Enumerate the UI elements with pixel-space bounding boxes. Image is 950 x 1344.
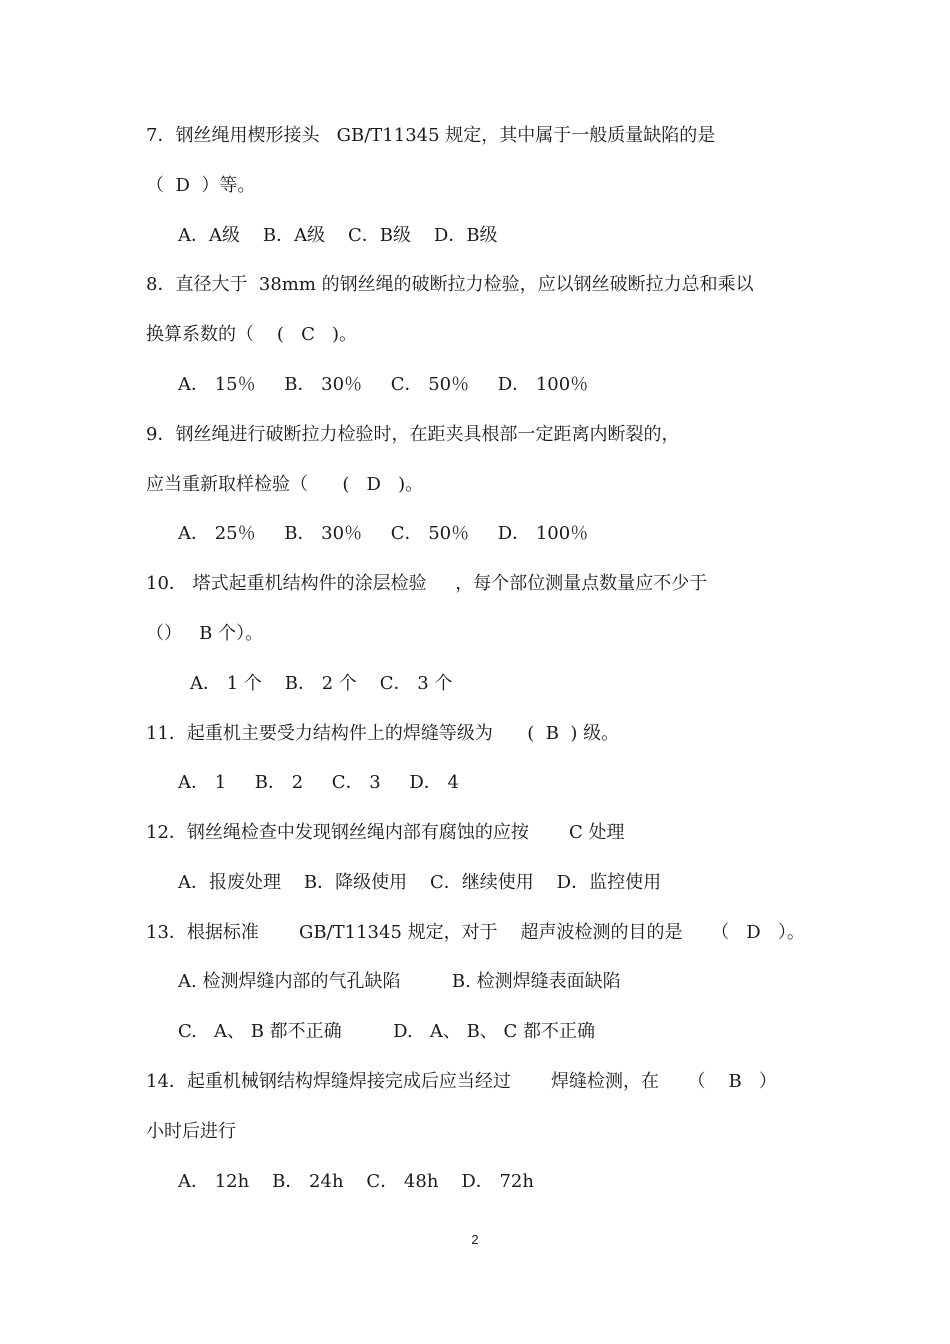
question-9-line-2: 应当重新取样检验（ ( D )。: [146, 474, 424, 495]
question-10-options: A． 1 个 B． 2 个 C． 3 个: [190, 673, 453, 694]
question-14-line-1: 14．起重机械钢结构焊缝焊接完成后应当经过 焊缝检测，在 （ B ）: [146, 1071, 777, 1092]
question-9-options: A． 25％ B． 30％ C． 50％ D． 100％: [178, 523, 589, 544]
question-11-line-1: 11．起重机主要受力结构件上的焊缝等级为 ( B ) 级。: [146, 723, 620, 744]
question-10-line-1: 10． 塔式起重机结构件的涂层检验 ，每个部位测量点数量应不少于: [146, 573, 708, 594]
question-11-options: A． 1 B． 2 C． 3 D． 4: [178, 772, 459, 793]
question-12-options: A．报废处理 B．降级使用 C．继续使用 D．监控使用: [178, 872, 662, 893]
question-9-line-1: 9．钢丝绳进行破断拉力检验时，在距夹具根部一定距离内断裂的，: [146, 424, 680, 445]
question-13-options-cd: C. A、 B 都不正确 D. A、 B、 C 都不正确: [178, 1021, 596, 1042]
question-12-line-1: 12．钢丝绳检查中发现钢丝绳内部有腐蚀的应按 C 处理: [146, 822, 625, 843]
question-8-line-1: 8．直径大于 38mm 的钢丝绳的破断拉力检验，应以钢丝破断拉力总和乘以: [146, 274, 754, 295]
question-13-options-ab: A. 检测焊缝内部的气孔缺陷 B. 检测焊缝表面缺陷: [178, 971, 621, 992]
question-8-line-2: 换算系数的（ ( C )。: [146, 324, 358, 345]
question-8-options: A． 15％ B． 30％ C． 50％ D． 100％: [178, 374, 589, 395]
question-7-options: A．A级 B．A级 C．B级 D．B级: [178, 225, 498, 246]
question-14-options: A． 12h B． 24h C． 48h D． 72h: [178, 1171, 534, 1192]
page-number: 2: [471, 1232, 479, 1247]
question-7-line-1: 7．钢丝绳用楔形接头 GB/T11345 规定，其中属于一般质量缺陷的是: [146, 125, 716, 146]
question-10-line-2: （） B 个）。: [146, 623, 264, 644]
question-7-line-2: （ D ）等。: [146, 175, 256, 196]
question-14-line-2: 小时后进行: [146, 1121, 236, 1142]
question-13-line-1: 13．根据标准 GB/T11345 规定，对于 超声波检测的目的是 （ D ）。: [146, 922, 805, 943]
